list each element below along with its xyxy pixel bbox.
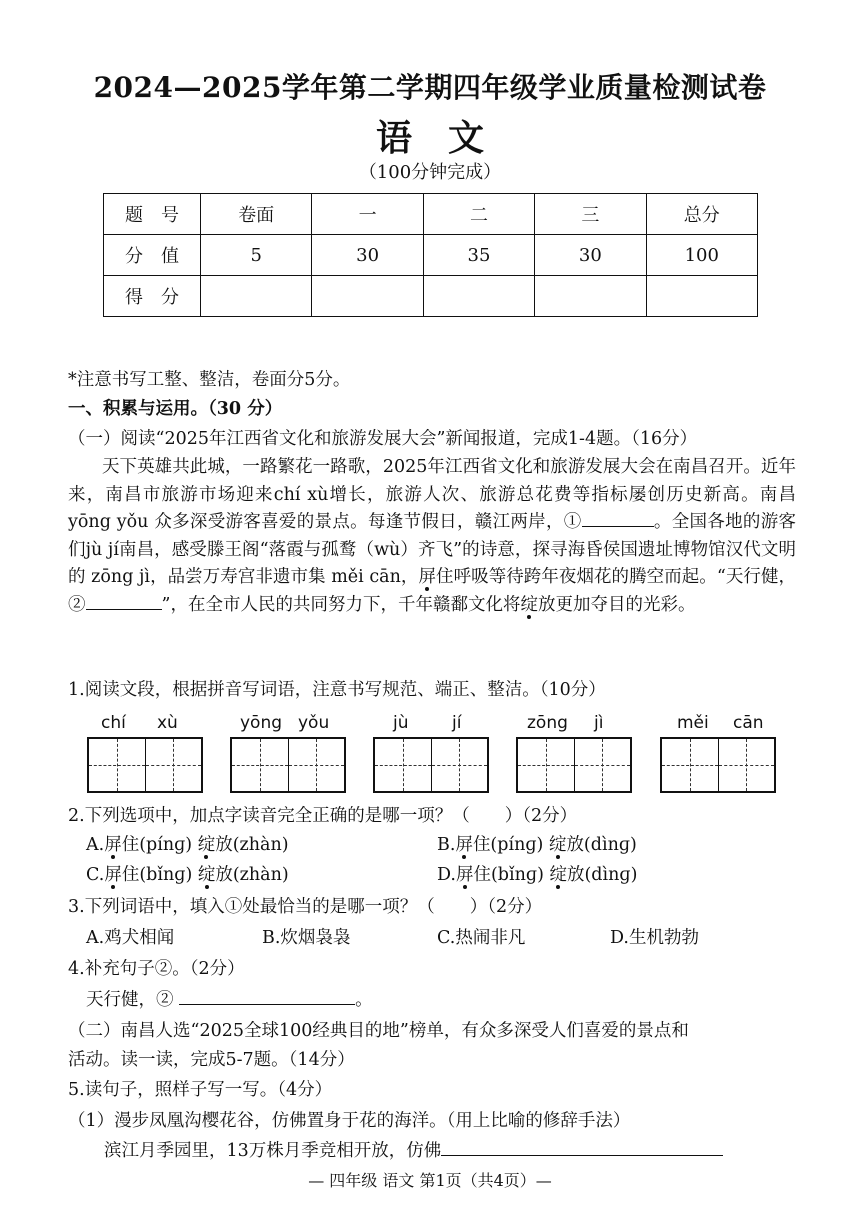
exam-title: 2024—2025学年第二学期四年级学业质量检测试卷 bbox=[93, 71, 767, 104]
dotted-char: 屏 bbox=[455, 835, 473, 855]
pinyin-label: jí bbox=[452, 713, 462, 733]
question-2: 2.下列选项中，加点字读音完全正确的是哪一项？（ ）（2分） bbox=[68, 806, 578, 826]
table-cell: 卷面 bbox=[201, 194, 312, 235]
dotted-char: 绽 bbox=[197, 835, 216, 855]
q2-option-b[interactable] bbox=[437, 831, 637, 856]
dotted-char: 绽 bbox=[520, 594, 538, 615]
writing-note: *注意书写工整、整洁，卷面分5分。 bbox=[68, 370, 351, 390]
option-text: 住(pínɡ) bbox=[472, 835, 549, 855]
table-row bbox=[104, 276, 758, 317]
question-1: 1.阅读文段，根据拼音写词语，注意书写规范、端正、整洁。（10分） bbox=[68, 680, 606, 700]
table-cell: 二 bbox=[423, 194, 534, 235]
table-cell: 5 bbox=[201, 235, 312, 276]
question-3: 3.下列词语中，填入①处最恰当的是哪一项？（ ）（2分） bbox=[68, 897, 543, 917]
question-4: 4.补充句子②。（2分） bbox=[68, 959, 245, 979]
exam-duration: （100分钟完成） bbox=[358, 162, 502, 183]
table-row bbox=[104, 194, 758, 235]
passage-text: ”，在全市人民的共同努力下，千年赣鄱文化将 bbox=[161, 594, 521, 615]
q2-option-c[interactable] bbox=[86, 861, 289, 886]
q4-text: 。 bbox=[355, 990, 373, 1010]
pinyin-label: yōng bbox=[240, 713, 283, 733]
answer-blank-2[interactable] bbox=[86, 609, 162, 610]
score-input-cell[interactable] bbox=[535, 276, 646, 317]
pinyin-label: jì bbox=[594, 713, 604, 733]
score-input-cell[interactable] bbox=[312, 276, 423, 317]
option-text: 住(pínɡ) bbox=[121, 835, 198, 855]
dotted-char: 绽 bbox=[549, 865, 567, 885]
score-input-cell[interactable] bbox=[423, 276, 534, 317]
table-cell: 总分 bbox=[646, 194, 757, 235]
dotted-char: 屏 bbox=[104, 835, 122, 855]
score-input-cell[interactable] bbox=[201, 276, 312, 317]
part2-heading: （二）南昌人选“2025全球100经典目的地”榜单，有众多深受人们喜爱的景点和 bbox=[68, 1021, 689, 1041]
table-cell: 得 分 bbox=[104, 276, 201, 317]
dotted-char: 绽 bbox=[197, 865, 216, 885]
table-cell: 30 bbox=[312, 235, 423, 276]
option-letter: B. bbox=[437, 835, 456, 855]
q4-sentence bbox=[86, 986, 373, 1011]
passage-text: 住呼吸等待跨年夜烟花的腾空而起。“天行健，② bbox=[68, 567, 797, 615]
subject-title: 语文 bbox=[375, 117, 520, 159]
writing-grid[interactable] bbox=[87, 737, 203, 793]
table-cell: 三 bbox=[535, 194, 646, 235]
pinyin-label: xù bbox=[157, 713, 178, 733]
writing-grid[interactable] bbox=[516, 737, 632, 793]
section1-heading: 一、积累与运用。（30 分） bbox=[68, 399, 283, 419]
question-5: 5.读句子，照样子写一写。（4分） bbox=[68, 1080, 333, 1100]
table-row bbox=[104, 235, 758, 276]
table-cell: 分 值 bbox=[104, 235, 201, 276]
dotted-char: 屏 bbox=[455, 865, 474, 885]
pinyin-label: yǒu bbox=[298, 713, 330, 733]
q4-answer-blank[interactable] bbox=[179, 1004, 355, 1005]
question-5-1: （1）漫步凤凰沟樱花谷，仿佛置身于花的海洋。（用上比喻的修辞手法） bbox=[68, 1111, 631, 1131]
q3-option-a[interactable]: A.鸡犬相闻 bbox=[86, 928, 175, 948]
news-passage bbox=[68, 454, 796, 619]
q5-1-prompt: 滨江月季园里，13万株月季竞相开放，仿佛 bbox=[104, 1141, 442, 1161]
score-input-cell[interactable] bbox=[646, 276, 757, 317]
option-letter: A. bbox=[86, 835, 105, 855]
dotted-char: 屏 bbox=[418, 567, 437, 587]
passage-text: 。全国各地的游客们jù jí南昌，感受滕王阁“落霞与孤鹜（wù）齐飞”的诗意，探寻海昏侯国遗址博物馆汉代文明的 zōng jì，品尝万寿宫非遗市集 měi cān， bbox=[68, 512, 797, 587]
table-cell: 30 bbox=[535, 235, 646, 276]
part2-heading-cont: 活动。读一读，完成5-7题。（14分） bbox=[68, 1050, 355, 1070]
q3-option-d[interactable]: D.生机勃勃 bbox=[610, 928, 699, 948]
table-cell: 一 bbox=[312, 194, 423, 235]
score-table bbox=[103, 193, 758, 317]
q5-1-answer-line bbox=[104, 1137, 723, 1162]
option-text: 放(zhàn) bbox=[215, 865, 289, 885]
option-letter: C. bbox=[86, 865, 105, 885]
dotted-char: 屏 bbox=[104, 865, 122, 885]
q3-option-b[interactable]: B.炊烟袅袅 bbox=[262, 928, 351, 948]
passage-text: 天下英雄共此城，一路繁花一路歌，2025年江西省文化和旅游发展大会在南昌召开。近年来，南昌市旅游市场迎来chí xù增长，旅游人次、旅游总花费等指标屡创历史新高。南昌 yōng yǒu 众多深受游客喜爱的景点。每逢节假日，赣江两岸， bbox=[68, 457, 796, 532]
pinyin-label: jù bbox=[393, 713, 409, 733]
q4-text: 天行健，② bbox=[86, 990, 174, 1010]
q2-option-d[interactable] bbox=[437, 861, 637, 886]
writing-grid[interactable] bbox=[230, 737, 346, 793]
writing-grid[interactable] bbox=[660, 737, 776, 793]
q5-1-answer-blank[interactable] bbox=[441, 1155, 723, 1156]
writing-grid[interactable] bbox=[373, 737, 489, 793]
page-footer: — 四年级 语文 第1页（共4页）— bbox=[308, 1171, 552, 1190]
pinyin-label: měi bbox=[677, 713, 709, 733]
pinyin-label: chí bbox=[101, 713, 126, 733]
part1-heading: （一）阅读“2025年江西省文化和旅游发展大会”新闻报道，完成1-4题。（16分） bbox=[68, 429, 698, 449]
table-cell: 100 bbox=[646, 235, 757, 276]
option-text: 放(dìnɡ) bbox=[566, 835, 637, 855]
option-letter: D. bbox=[437, 865, 456, 885]
table-cell: 35 bbox=[423, 235, 534, 276]
q3-option-c[interactable]: C.热闹非凡 bbox=[437, 928, 526, 948]
passage-text: ① bbox=[563, 512, 582, 532]
pinyin-label: cān bbox=[733, 713, 764, 733]
option-text: 放(dìnɡ) bbox=[566, 865, 638, 885]
table-cell: 题 号 bbox=[104, 194, 201, 235]
option-text: 住(bǐnɡ) bbox=[473, 865, 550, 885]
answer-blank-1[interactable] bbox=[582, 526, 654, 527]
dotted-char: 绽 bbox=[548, 835, 567, 855]
option-text: 住(bǐnɡ) bbox=[121, 865, 198, 885]
passage-text: 放更加夺目的光彩。 bbox=[537, 594, 696, 615]
option-text: 放(zhàn) bbox=[215, 835, 289, 855]
pinyin-label: zōng bbox=[527, 713, 568, 733]
q2-option-a[interactable] bbox=[86, 831, 289, 856]
